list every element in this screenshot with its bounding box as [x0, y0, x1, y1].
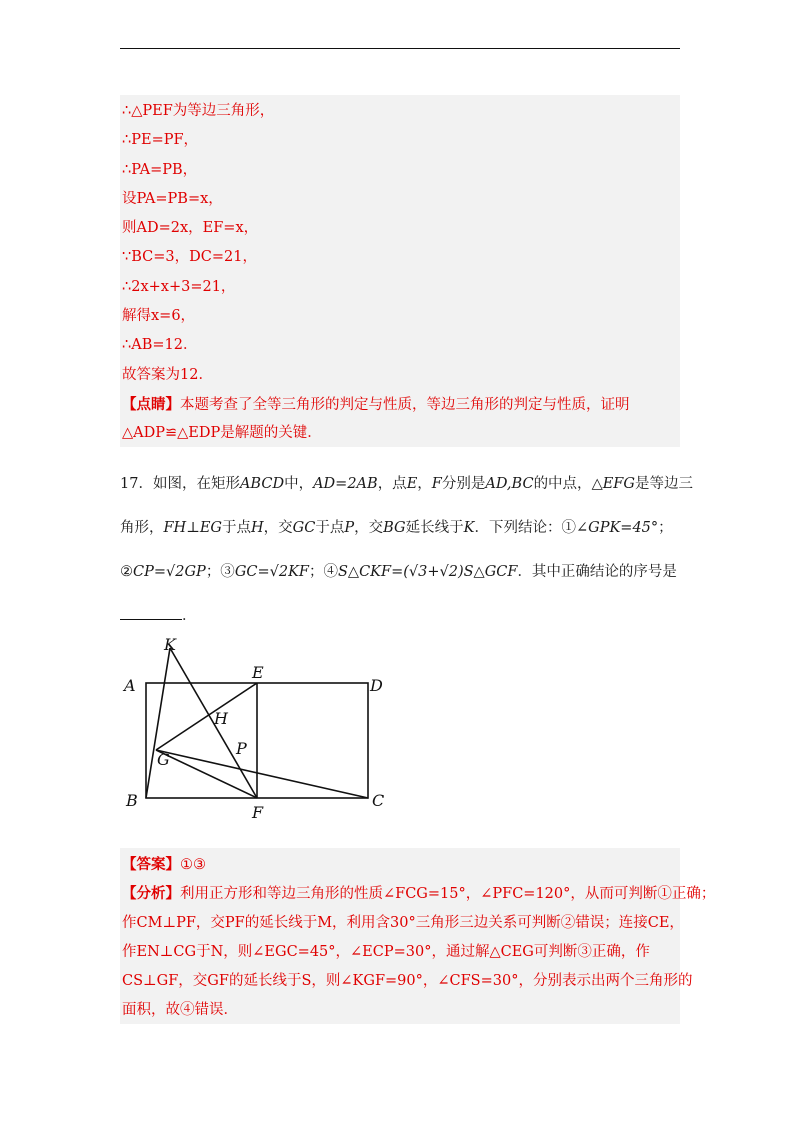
q1-math: AD,BC — [485, 476, 534, 492]
answer-value: ①③ — [180, 857, 206, 873]
question-17 — [120, 462, 693, 638]
q3-math: S△CKF=(√3+√2)S△GCF — [338, 564, 518, 580]
solution-line-1: ∴△PEF为等边三角形， — [122, 103, 275, 119]
label-p: P — [236, 739, 247, 758]
q2-text: 于点 — [315, 520, 345, 536]
q2-math: ∠GPK=45° — [575, 520, 659, 536]
solution-line-8: 解得x=6， — [122, 308, 196, 325]
q2-text: ，交 — [263, 520, 293, 536]
analysis-line-4: CS⊥GF，交GF的延长线于S，则∠KGF=90°，∠CFS=30°，分别表示出两个三角形的 — [122, 973, 693, 990]
analysis-line-1 — [122, 879, 716, 908]
solution-line-10: 故答案为12． — [122, 366, 213, 383]
q2-text: 于点 — [222, 520, 252, 536]
q1-math: ABCD — [239, 476, 285, 492]
q1-math: F — [431, 476, 442, 492]
answer-blank — [120, 605, 182, 620]
q1-text: 是等边三 — [634, 476, 693, 492]
question-line-1 — [120, 462, 693, 506]
comment-line-2: △ADP≌△EDP是解题的关键． — [122, 425, 322, 442]
q1-text: ， — [417, 476, 432, 492]
q1-text: 中， — [284, 476, 314, 492]
solution-line-4: 设PA=PB=x， — [122, 190, 223, 207]
answer-box — [120, 848, 716, 1024]
q1-text: 分别是 — [441, 476, 486, 492]
q2-math: P — [344, 520, 355, 536]
q1-text: ，点 — [377, 476, 407, 492]
q2-math: FH⊥EG — [163, 520, 223, 536]
q3-math: GC=√2KF — [234, 564, 309, 580]
label-b: B — [126, 791, 138, 810]
analysis-tag: 【分析】 — [122, 885, 180, 903]
q1-text: 如图，在矩形 — [152, 476, 240, 492]
label-g: G — [157, 750, 170, 769]
solution-line-2: ∴PE=PF， — [122, 132, 199, 149]
geometry-figure — [120, 628, 420, 828]
comment-line-1 — [122, 390, 680, 419]
q2-text: ．下列结论：① — [474, 520, 576, 536]
q1-text: 的中点， — [533, 476, 592, 492]
label-f: F — [252, 803, 264, 822]
answer-tag: 【答案】 — [122, 856, 180, 873]
label-h: H — [214, 709, 228, 728]
q3-text: ．其中正确结论的序号是 — [517, 564, 677, 580]
segment-kb — [146, 648, 170, 798]
q2-math: BG — [383, 520, 406, 536]
q4-text: ． — [182, 608, 197, 624]
q2-text: 延长线于 — [405, 520, 464, 536]
q2-math: GC — [292, 520, 316, 536]
label-c: C — [372, 791, 385, 810]
solution-line-5: 则AD=2x，EF=x， — [122, 220, 259, 237]
segment-gc — [156, 750, 368, 798]
q1-math: E — [406, 476, 418, 492]
label-d: D — [370, 676, 383, 695]
q2-text: 角形， — [120, 520, 164, 536]
question-line-3 — [120, 550, 680, 594]
header-rule — [120, 48, 680, 49]
q2-math: K — [463, 520, 475, 536]
q1-math: AD=2AB — [313, 476, 378, 492]
q2-math: H — [251, 520, 264, 536]
solution-line-7: ∴2x+x+3=21， — [122, 278, 236, 295]
solution-line-6: ∵BC=3，DC=21， — [122, 249, 257, 266]
q3-text: ；④ — [309, 564, 338, 580]
q3-math: CP=√2GP — [133, 564, 206, 580]
q1-math: △EFG — [591, 476, 635, 492]
answer-line — [122, 850, 680, 879]
label-a: A — [124, 676, 136, 695]
q3-text: ② — [120, 564, 133, 580]
analysis-text-1: 利用正方形和等边三角形的性质∠FCG=15°，∠PFC=120°，从而可判断①正确； — [180, 886, 716, 903]
comment-text-1: 本题考查了全等三角形的判定与性质，等边三角形的判定与性质，证明 — [180, 396, 630, 413]
q3-text: ；③ — [205, 564, 235, 580]
question-line-2 — [120, 506, 680, 550]
solution-box — [120, 95, 680, 447]
analysis-line-3: 作EN⊥CG于N，则∠EGC=45°，∠ECP=30°，通过解△CEG可判断③正确，作 — [122, 943, 650, 960]
question-number: 17． — [120, 476, 153, 492]
label-k: K — [164, 635, 176, 654]
q2-text: ； — [658, 520, 673, 536]
analysis-line-2: 作CM⊥PF，交PF的延长线于M，利用含30°三角形三边关系可判断②错误；连接CE， — [122, 914, 684, 931]
solution-line-3: ∴PA=PB， — [122, 161, 198, 178]
comment-tag: 【点睛】 — [122, 395, 180, 413]
solution-line-9: ∴AB=12． — [122, 337, 198, 354]
analysis-line-5: 面积，故④错误． — [122, 1002, 238, 1019]
label-e: E — [252, 663, 264, 682]
q2-text: ，交 — [354, 520, 384, 536]
